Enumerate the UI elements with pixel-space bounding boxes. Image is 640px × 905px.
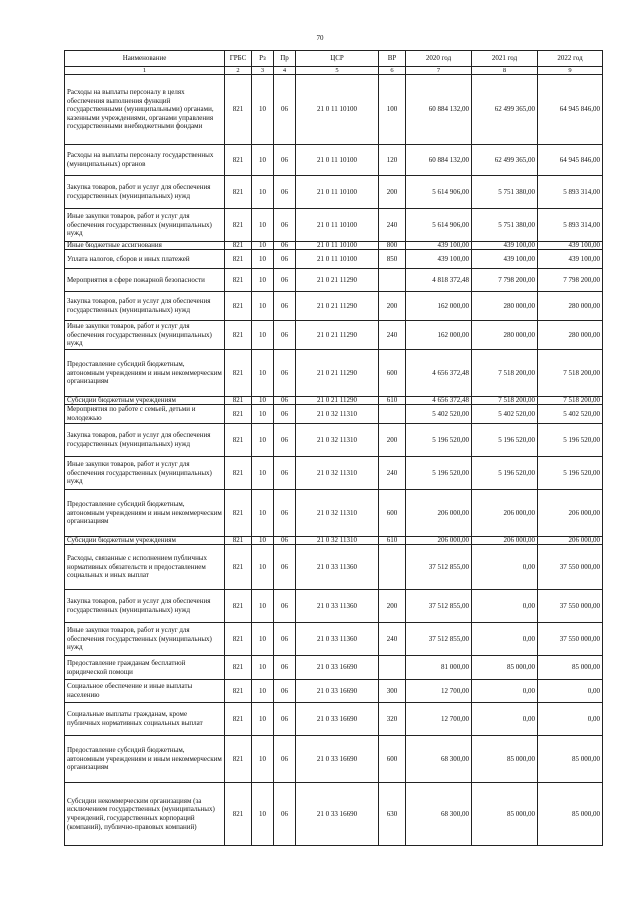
row-csr-cell: 21 0 33 16690 [296,656,379,680]
row-2020-cell: 162 000,00 [406,292,472,321]
row-name-cell: Иные закупки товаров, работ и услуг для обеспечения государственных (муниципальных) нужд [65,623,225,656]
row-grbs-cell: 821 [225,145,252,176]
row-2020-cell: 5 196 520,00 [406,457,472,490]
row-2021-cell: 0,00 [472,703,538,736]
row-csr-cell: 21 0 21 11290 [296,269,379,292]
row-pr-cell: 06 [274,75,296,145]
row-2020-cell: 37 512 855,00 [406,545,472,590]
table-row [65,590,603,623]
col-number: 4 [274,67,296,75]
row-pr-cell: 06 [274,424,296,457]
row-name-cell: Расходы, связанные с исполнением публичных нормативных обязательств и предоставлением социальных и иных выплат [65,545,225,590]
row-grbs-cell: 821 [225,176,252,209]
row-2020-cell: 68 300,00 [406,736,472,783]
row-rz-cell: 10 [252,537,274,545]
row-2021-cell: 5 196 520,00 [472,457,538,490]
header-row [65,51,603,67]
row-grbs-cell: 821 [225,397,252,405]
row-csr-cell: 21 0 32 11310 [296,424,379,457]
col-header-2020: 2020 год [406,51,472,67]
row-2022-cell: 64 945 846,00 [538,75,603,145]
row-2021-cell: 280 000,00 [472,321,538,350]
row-2020-cell: 81 000,00 [406,656,472,680]
row-pr-cell: 06 [274,350,296,397]
row-rz-cell: 10 [252,405,274,424]
row-grbs-cell: 821 [225,75,252,145]
row-2020-cell: 439 100,00 [406,242,472,250]
row-rz-cell: 10 [252,145,274,176]
row-csr-cell: 21 0 32 11310 [296,405,379,424]
row-name-cell: Предоставление гражданам бесплатной юридической помощи [65,656,225,680]
row-csr-cell: 21 0 11 10100 [296,242,379,250]
row-2021-cell: 439 100,00 [472,242,538,250]
row-name-cell: Иные закупки товаров, работ и услуг для обеспечения государственных (муниципальных) нужд [65,321,225,350]
row-grbs-cell: 821 [225,537,252,545]
col-number: 7 [406,67,472,75]
table-row [65,783,603,846]
table-body [65,75,603,846]
row-2021-cell: 0,00 [472,545,538,590]
row-name-cell: Закупка товаров, работ и услуг для обеспечения государственных (муниципальных) нужд [65,590,225,623]
row-rz-cell: 10 [252,176,274,209]
row-name-cell: Расходы на выплаты персоналу государственных (муниципальных) органов [65,145,225,176]
row-pr-cell: 06 [274,545,296,590]
row-csr-cell: 21 0 32 11310 [296,537,379,545]
row-pr-cell: 06 [274,292,296,321]
col-header-vr: ВР [379,51,406,67]
row-grbs-cell: 821 [225,703,252,736]
row-pr-cell: 06 [274,145,296,176]
row-2020-cell: 4 656 372,48 [406,350,472,397]
table-row [65,405,603,424]
col-number: 2 [225,67,252,75]
row-vr-cell [379,269,406,292]
row-vr-cell: 240 [379,623,406,656]
row-vr-cell: 200 [379,424,406,457]
row-pr-cell: 06 [274,209,296,242]
table-row [65,457,603,490]
row-grbs-cell: 821 [225,405,252,424]
col-number: 3 [252,67,274,75]
row-2022-cell: 5 402 520,00 [538,405,603,424]
row-pr-cell: 06 [274,590,296,623]
row-2020-cell: 4 818 372,48 [406,269,472,292]
table-row [65,424,603,457]
row-csr-cell: 21 0 33 11360 [296,545,379,590]
row-vr-cell: 600 [379,736,406,783]
row-vr-cell [379,656,406,680]
row-csr-cell: 21 0 11 10100 [296,176,379,209]
row-csr-cell: 21 0 11 10100 [296,145,379,176]
row-2020-cell: 162 000,00 [406,321,472,350]
row-vr-cell: 240 [379,321,406,350]
row-vr-cell: 600 [379,490,406,537]
row-2020-cell: 5 614 906,00 [406,209,472,242]
row-vr-cell: 610 [379,537,406,545]
row-pr-cell: 06 [274,250,296,269]
row-pr-cell: 06 [274,680,296,703]
row-name-cell: Мероприятия по работе с семьей, детьми и молодежью [65,405,225,424]
row-2022-cell: 439 100,00 [538,250,603,269]
row-grbs-cell: 821 [225,736,252,783]
row-rz-cell: 10 [252,545,274,590]
row-2020-cell: 60 884 132,00 [406,75,472,145]
page-number: 70 [316,34,324,42]
row-2021-cell: 85 000,00 [472,736,538,783]
row-2021-cell: 62 499 365,00 [472,145,538,176]
row-vr-cell: 200 [379,590,406,623]
row-name-cell: Предоставление субсидий бюджетным, автономным учреждениям и иным некоммерческим организациям [65,350,225,397]
row-grbs-cell: 821 [225,623,252,656]
row-2022-cell: 37 550 000,00 [538,623,603,656]
row-csr-cell: 21 0 21 11290 [296,397,379,405]
row-name-cell: Предоставление субсидий бюджетным, автономным учреждениям и иным некоммерческим организациям [65,736,225,783]
row-2022-cell: 5 196 520,00 [538,424,603,457]
row-2020-cell: 206 000,00 [406,490,472,537]
row-2021-cell: 7 518 200,00 [472,397,538,405]
row-csr-cell: 21 0 11 10100 [296,209,379,242]
row-2022-cell: 85 000,00 [538,736,603,783]
table-row [65,321,603,350]
row-2020-cell: 5 614 906,00 [406,176,472,209]
row-rz-cell: 10 [252,783,274,846]
row-csr-cell: 21 0 33 16690 [296,703,379,736]
row-rz-cell: 10 [252,350,274,397]
row-2022-cell: 5 893 314,00 [538,209,603,242]
row-rz-cell: 10 [252,736,274,783]
row-2021-cell: 85 000,00 [472,783,538,846]
row-2021-cell: 5 196 520,00 [472,424,538,457]
budget-table [64,50,603,846]
row-csr-cell: 21 0 11 10100 [296,75,379,145]
col-header-grbs: ГРБС [225,51,252,67]
row-grbs-cell: 821 [225,209,252,242]
row-name-cell: Субсидии бюджетным учреждениям [65,537,225,545]
row-csr-cell: 21 0 33 11360 [296,623,379,656]
row-2021-cell: 5 402 520,00 [472,405,538,424]
row-vr-cell: 200 [379,292,406,321]
row-rz-cell: 10 [252,250,274,269]
row-grbs-cell: 821 [225,545,252,590]
table-row [65,75,603,145]
col-header-pr: Пр [274,51,296,67]
col-number: 1 [65,67,225,75]
col-number: 6 [379,67,406,75]
row-grbs-cell: 821 [225,292,252,321]
row-grbs-cell: 821 [225,424,252,457]
row-rz-cell: 10 [252,457,274,490]
row-2020-cell: 12 700,00 [406,680,472,703]
col-header-csr: ЦСР [296,51,379,67]
row-name-cell: Иные закупки товаров, работ и услуг для обеспечения государственных (муниципальных) нужд [65,209,225,242]
row-name-cell: Субсидии бюджетным учреждениям [65,397,225,405]
row-rz-cell: 10 [252,680,274,703]
row-csr-cell: 21 0 11 10100 [296,250,379,269]
row-2021-cell: 0,00 [472,680,538,703]
row-vr-cell: 300 [379,680,406,703]
row-grbs-cell: 821 [225,490,252,537]
row-2022-cell: 85 000,00 [538,656,603,680]
row-2020-cell: 37 512 855,00 [406,623,472,656]
table-row [65,269,603,292]
table-row [65,656,603,680]
row-2021-cell: 206 000,00 [472,490,538,537]
row-vr-cell: 600 [379,350,406,397]
row-2022-cell: 439 100,00 [538,242,603,250]
row-2022-cell: 206 000,00 [538,537,603,545]
row-grbs-cell: 821 [225,656,252,680]
row-2022-cell: 37 550 000,00 [538,545,603,590]
row-grbs-cell: 821 [225,269,252,292]
row-rz-cell: 10 [252,590,274,623]
col-header-2022: 2022 год [538,51,603,67]
row-pr-cell: 06 [274,176,296,209]
row-2022-cell: 7 518 200,00 [538,350,603,397]
row-vr-cell: 240 [379,457,406,490]
row-name-cell: Социальное обеспечение и иные выплаты населению [65,680,225,703]
table-row [65,242,603,250]
row-2022-cell: 7 518 200,00 [538,397,603,405]
row-2020-cell: 5 402 520,00 [406,405,472,424]
row-csr-cell: 21 0 21 11290 [296,292,379,321]
row-name-cell: Иные закупки товаров, работ и услуг для обеспечения государственных (муниципальных) нужд [65,457,225,490]
row-csr-cell: 21 0 32 11310 [296,490,379,537]
row-vr-cell: 240 [379,209,406,242]
row-2021-cell: 0,00 [472,623,538,656]
table-row [65,623,603,656]
row-rz-cell: 10 [252,656,274,680]
row-vr-cell [379,545,406,590]
row-csr-cell: 21 0 33 16690 [296,736,379,783]
table-row [65,250,603,269]
row-rz-cell: 10 [252,209,274,242]
row-grbs-cell: 821 [225,242,252,250]
row-vr-cell: 850 [379,250,406,269]
table-row [65,545,603,590]
row-grbs-cell: 821 [225,590,252,623]
row-name-cell: Закупка товаров, работ и услуг для обеспечения государственных (муниципальных) нужд [65,176,225,209]
row-vr-cell: 630 [379,783,406,846]
row-2022-cell: 280 000,00 [538,292,603,321]
row-2022-cell: 0,00 [538,703,603,736]
row-vr-cell: 800 [379,242,406,250]
table-row [65,209,603,242]
row-pr-cell: 06 [274,736,296,783]
row-2021-cell: 206 000,00 [472,537,538,545]
row-pr-cell: 06 [274,405,296,424]
col-number: 5 [296,67,379,75]
row-grbs-cell: 821 [225,783,252,846]
row-grbs-cell: 821 [225,250,252,269]
row-pr-cell: 06 [274,397,296,405]
row-2020-cell: 439 100,00 [406,250,472,269]
row-pr-cell: 06 [274,537,296,545]
row-2021-cell: 5 751 380,00 [472,176,538,209]
row-vr-cell: 200 [379,176,406,209]
row-csr-cell: 21 0 21 11290 [296,321,379,350]
row-name-cell: Социальные выплаты гражданам, кроме публичных нормативных социальных выплат [65,703,225,736]
row-pr-cell: 06 [274,656,296,680]
row-rz-cell: 10 [252,292,274,321]
row-csr-cell: 21 0 33 11360 [296,590,379,623]
col-header-2021: 2021 год [472,51,538,67]
row-pr-cell: 06 [274,703,296,736]
row-2022-cell: 5 196 520,00 [538,457,603,490]
row-rz-cell: 10 [252,424,274,457]
column-number-row [65,67,603,75]
table-row [65,397,603,405]
row-pr-cell: 06 [274,457,296,490]
row-2021-cell: 85 000,00 [472,656,538,680]
col-header-rz: Рз [252,51,274,67]
row-rz-cell: 10 [252,269,274,292]
row-grbs-cell: 821 [225,321,252,350]
row-grbs-cell: 821 [225,680,252,703]
table-row [65,350,603,397]
row-2022-cell: 5 893 314,00 [538,176,603,209]
row-2020-cell: 68 300,00 [406,783,472,846]
row-2020-cell: 60 884 132,00 [406,145,472,176]
row-vr-cell: 610 [379,397,406,405]
row-2021-cell: 7 798 200,00 [472,269,538,292]
table-row [65,703,603,736]
row-2021-cell: 0,00 [472,590,538,623]
row-pr-cell: 06 [274,269,296,292]
col-number: 8 [472,67,538,75]
row-2022-cell: 7 798 200,00 [538,269,603,292]
row-csr-cell: 21 0 33 16690 [296,680,379,703]
table-row [65,736,603,783]
row-2022-cell: 85 000,00 [538,783,603,846]
row-grbs-cell: 821 [225,350,252,397]
row-pr-cell: 06 [274,321,296,350]
row-2021-cell: 7 518 200,00 [472,350,538,397]
row-2020-cell: 206 000,00 [406,537,472,545]
row-2022-cell: 64 945 846,00 [538,145,603,176]
row-csr-cell: 21 0 32 11310 [296,457,379,490]
row-rz-cell: 10 [252,703,274,736]
row-2022-cell: 206 000,00 [538,490,603,537]
col-number: 9 [538,67,603,75]
col-header-name: Наименование [65,51,225,67]
row-vr-cell: 120 [379,145,406,176]
row-vr-cell [379,405,406,424]
row-2022-cell: 37 550 000,00 [538,590,603,623]
row-name-cell: Иные бюджетные ассигнования [65,242,225,250]
row-name-cell: Расходы на выплаты персоналу в целях обеспечения выполнения функций государственными (муниципальными) органами, казенными учреждениями, органами управления государственными внебюджетными фондами [65,75,225,145]
row-pr-cell: 06 [274,623,296,656]
row-vr-cell: 320 [379,703,406,736]
row-pr-cell: 06 [274,783,296,846]
row-name-cell: Предоставление субсидий бюджетным, автономным учреждениям и иным некоммерческим организациям [65,490,225,537]
row-name-cell: Субсидии некоммерческим организациям (за исключением государственных (муниципальных) учреждений, государственных корпораций (компаний), публично-правовых компаний) [65,783,225,846]
row-2020-cell: 37 512 855,00 [406,590,472,623]
row-vr-cell: 100 [379,75,406,145]
row-name-cell: Закупка товаров, работ и услуг для обеспечения государственных (муниципальных) нужд [65,292,225,321]
row-2021-cell: 280 000,00 [472,292,538,321]
row-rz-cell: 10 [252,623,274,656]
row-csr-cell: 21 0 21 11290 [296,350,379,397]
row-name-cell: Закупка товаров, работ и услуг для обеспечения государственных (муниципальных) нужд [65,424,225,457]
row-2022-cell: 280 000,00 [538,321,603,350]
table-row [65,680,603,703]
table-row [65,490,603,537]
table-row [65,176,603,209]
row-2021-cell: 439 100,00 [472,250,538,269]
table-row [65,145,603,176]
row-2020-cell: 4 656 372,48 [406,397,472,405]
row-2020-cell: 12 700,00 [406,703,472,736]
table-row [65,292,603,321]
row-pr-cell: 06 [274,490,296,537]
row-name-cell: Мероприятия в сфере пожарной безопасности [65,269,225,292]
row-rz-cell: 10 [252,321,274,350]
row-2020-cell: 5 196 520,00 [406,424,472,457]
table-row [65,537,603,545]
row-rz-cell: 10 [252,490,274,537]
row-rz-cell: 10 [252,75,274,145]
row-csr-cell: 21 0 33 16690 [296,783,379,846]
row-grbs-cell: 821 [225,457,252,490]
row-2021-cell: 62 499 365,00 [472,75,538,145]
row-rz-cell: 10 [252,397,274,405]
row-name-cell: Уплата налогов, сборов и иных платежей [65,250,225,269]
row-2021-cell: 5 751 380,00 [472,209,538,242]
row-pr-cell: 06 [274,242,296,250]
row-2022-cell: 0,00 [538,680,603,703]
row-rz-cell: 10 [252,242,274,250]
